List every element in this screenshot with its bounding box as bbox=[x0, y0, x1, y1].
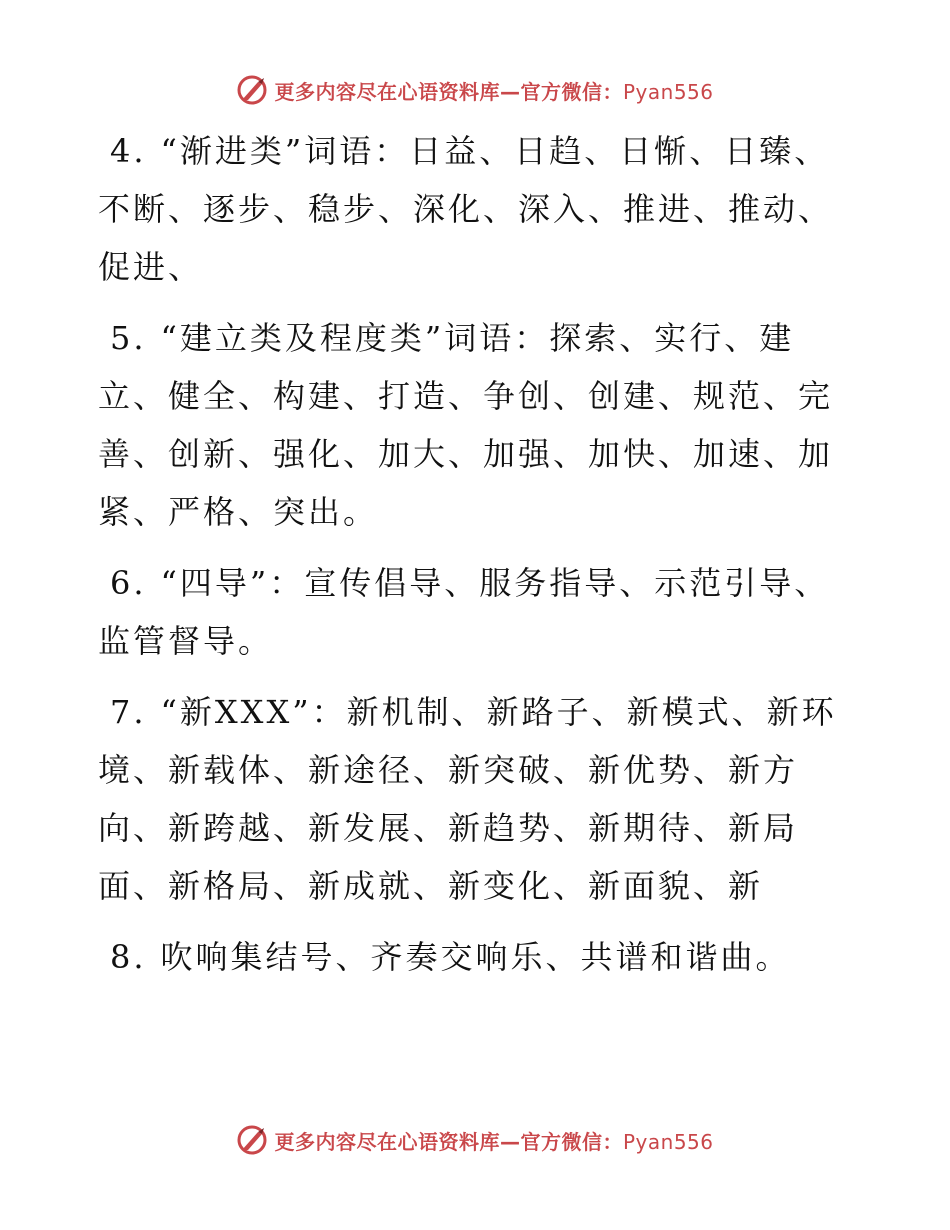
footer-wechat-id: Pyan556 bbox=[622, 1129, 714, 1154]
paragraph-4 bbox=[98, 122, 858, 296]
paragraph-number: 7. bbox=[110, 693, 147, 731]
paragraph-7 bbox=[98, 683, 858, 915]
paragraph-5 bbox=[98, 309, 858, 541]
footer-banner-text: 更多内容尽在心语资料库—官方微信：Pyan556 bbox=[274, 1129, 714, 1154]
quill-pen-logo-icon bbox=[236, 1124, 268, 1156]
header-banner bbox=[0, 70, 950, 110]
header-wechat-id: Pyan556 bbox=[622, 79, 714, 104]
paragraph-6 bbox=[98, 554, 858, 670]
header-banner-text: 更多内容尽在心语资料库—官方微信：Pyan556 bbox=[274, 79, 714, 104]
footer-banner bbox=[0, 1120, 950, 1160]
paragraph-text: 吹响集结号、齐奏交响乐、共谱和谐曲。 bbox=[160, 938, 791, 976]
document-body bbox=[98, 122, 858, 999]
paragraph-number: 8. bbox=[110, 938, 147, 976]
paragraph-text: “新XXX”：新机制、新路子、新模式、新环境、新载体、新途径、新突破、新优势、新方向、新跨越、新发展、新趋势、新期待、新局面、新格局、新成就、新变化、新面貌、新 bbox=[98, 693, 837, 905]
paragraph-number: 4. bbox=[110, 132, 147, 170]
paragraph-text: “渐进类”词语：日益、日趋、日惭、日臻、不断、逐步、稳步、深化、深入、推进、推动、促进、 bbox=[98, 132, 834, 286]
paragraph-text: “四导”：宣传倡导、服务指导、示范引导、监管督导。 bbox=[98, 564, 830, 660]
paragraph-8 bbox=[98, 928, 858, 986]
paragraph-number: 6. bbox=[110, 564, 147, 602]
paragraph-number: 5. bbox=[110, 319, 147, 357]
quill-pen-logo-icon bbox=[236, 74, 268, 106]
paragraph-text: “建立类及程度类”词语：探索、实行、建立、健全、构建、打造、争创、创建、规范、完善、创新、强化、加大、加强、加快、加速、加紧、严格、突出。 bbox=[98, 319, 834, 531]
